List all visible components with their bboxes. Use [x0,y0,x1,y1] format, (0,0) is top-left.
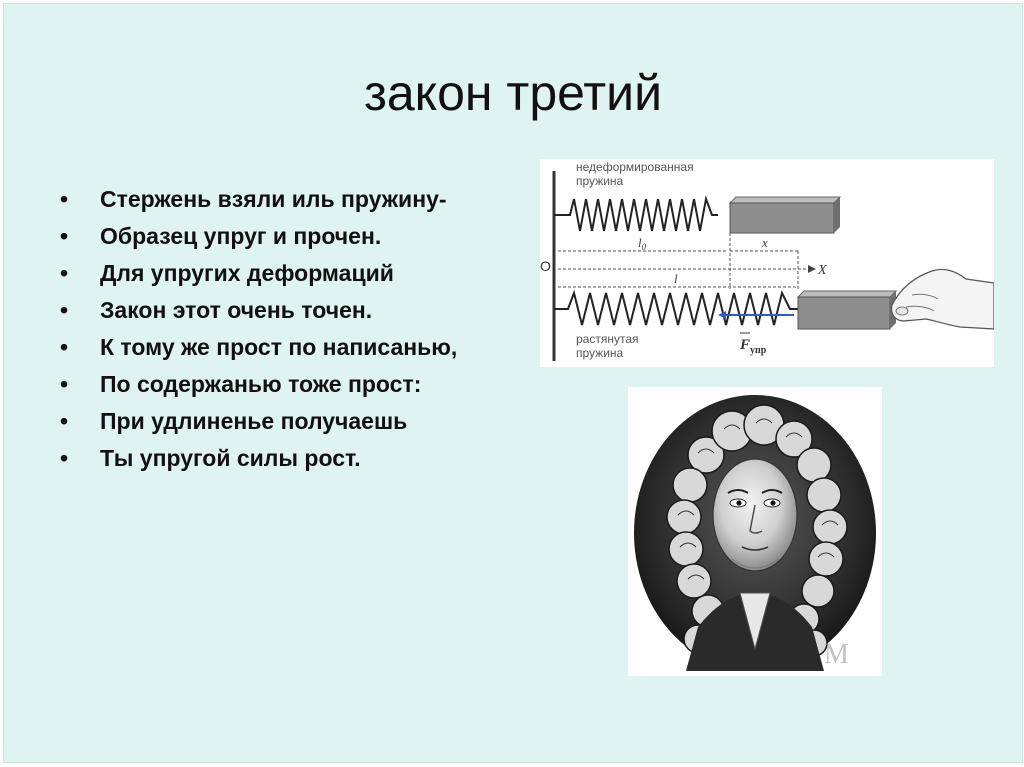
bullet-text: По содержанью тоже прост: [100,371,422,397]
label-undeformed-1: недеформированная [576,160,694,174]
slide [3,3,1023,763]
bullet-item [60,332,510,363]
left-pupil [736,500,741,505]
bullet-text: Для упругих деформаций [100,260,394,286]
bullet-text: К тому же прост по написанью, [100,334,458,360]
label-l0: $l_0$ [638,235,647,252]
block-side-1 [834,197,840,233]
bullet-item [60,258,510,289]
bullet-dot: • [60,297,69,323]
bullet-item [60,443,510,474]
bullet-item [60,406,510,437]
spring-diagram [540,159,994,367]
label-x: x [762,235,768,250]
bullet-dot: • [60,445,69,471]
bullet-item [60,369,510,400]
bullet-dot: • [60,223,69,249]
bullet-text: Образец упруг и прочен. [100,223,382,249]
portrait-image [628,387,882,676]
bullet-text: Закон этот очень точен. [100,297,373,323]
bullet-text: Стержень взяли иль пружину- [100,186,447,212]
portrait-svg [628,387,882,676]
block-top-2 [798,291,896,297]
bullet-dot: • [60,260,69,286]
bullet-list [60,184,510,480]
label-stretched-1: растянутая [576,332,639,346]
block-top-1 [730,197,840,203]
bullet-text: При удлиненье получаешь [100,408,408,434]
spring-undeformed [554,199,718,231]
label-l: l [674,271,678,286]
face [713,459,797,571]
bullet-item [60,295,510,326]
bullet-dot: • [60,334,69,360]
portrait-watermark: M [824,639,849,670]
label-origin: O [540,258,551,274]
bullet-text: Ты упругой силы рост. [100,445,361,471]
spring-diagram-svg [540,159,994,367]
label-axis-x: X [818,263,827,278]
axis-arrow [808,265,816,273]
bullet-dot: • [60,408,69,434]
slide-title: закон третий [363,65,663,121]
bullet-dot: • [60,371,69,397]
bullet-item [60,184,510,215]
block-undeformed [730,203,834,233]
right-pupil [770,500,775,505]
label-force: $F_{упр}$ [740,337,767,356]
label-undeformed-2: пружина [576,174,624,188]
spring-stretched [554,293,798,325]
block-stretched [798,297,890,329]
hand-icon [892,269,994,329]
label-stretched-2: пружина [576,346,624,360]
bullet-item [60,221,510,252]
bullet-dot: • [60,186,69,212]
